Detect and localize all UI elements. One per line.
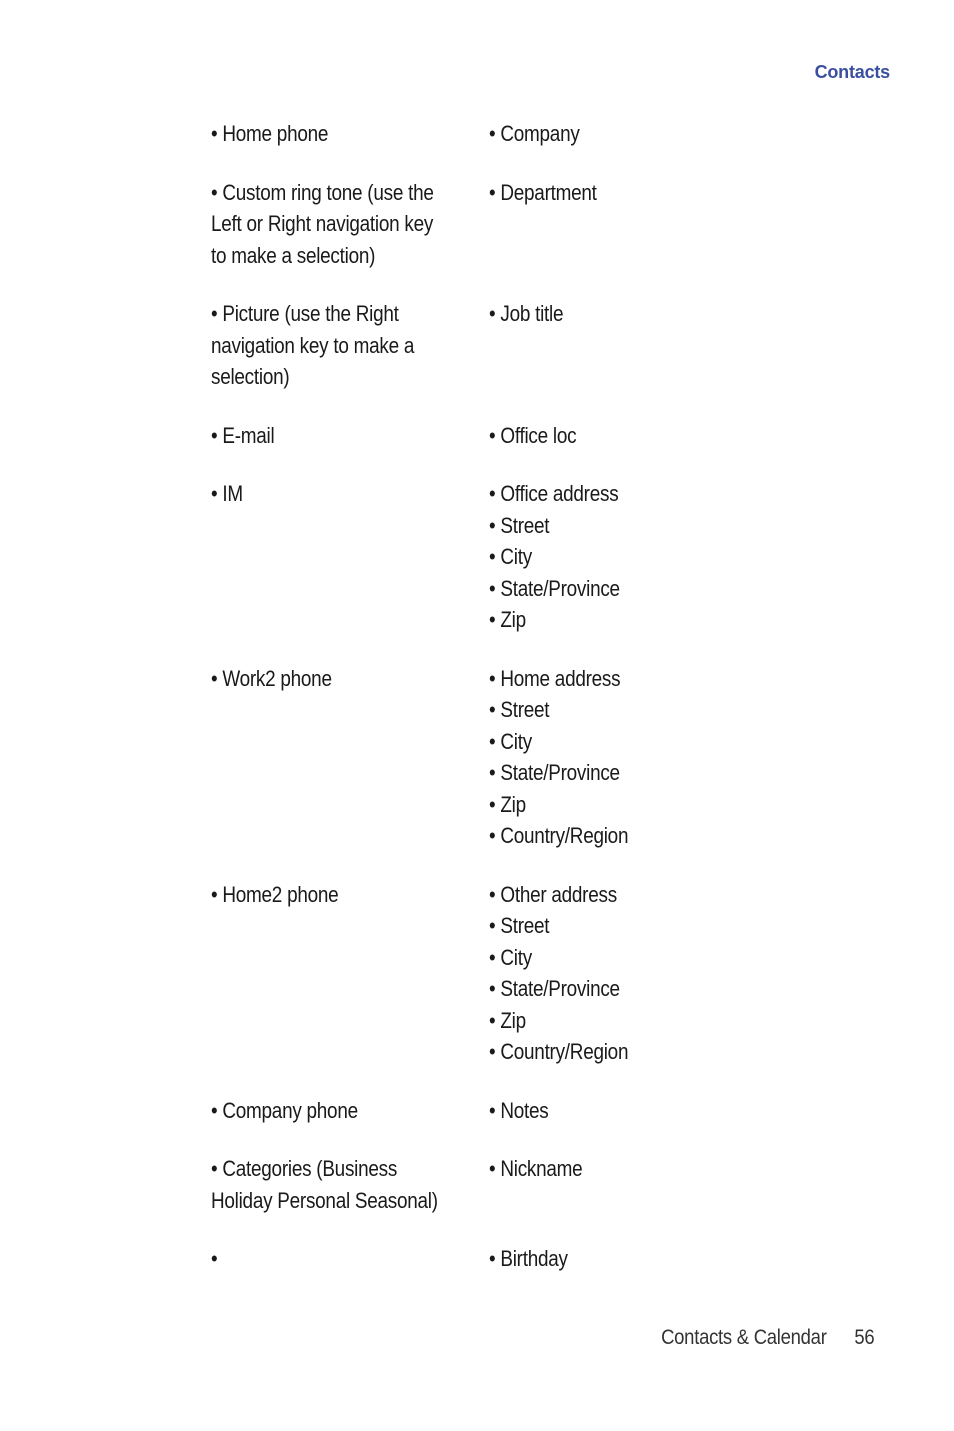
list-item: Holiday Personal Seasonal) [211, 1187, 438, 1213]
list-item: • Birthday [489, 1246, 568, 1271]
section-header: Contacts [814, 62, 890, 82]
list-item: • Notes [489, 1097, 549, 1123]
list-item: • Office loc [489, 422, 577, 448]
table-row [211, 478, 771, 636]
left-column-cell [211, 478, 489, 510]
list-item: • Street [489, 697, 550, 722]
left-column-cell [211, 1243, 489, 1275]
right-column-cell [489, 1243, 771, 1275]
right-column-cell [489, 298, 771, 330]
right-column-cell [489, 663, 771, 852]
table-row [211, 663, 771, 852]
list-item: • Work2 phone [211, 665, 332, 691]
right-column-cell [489, 177, 771, 209]
list-item: • E-mail [211, 422, 275, 448]
list-item: • Street [489, 512, 550, 538]
table-row [211, 298, 771, 393]
list-item: • Nickname [489, 1156, 583, 1181]
page-footer [661, 1326, 874, 1350]
list-item: • Other address [489, 881, 617, 907]
list-item: • IM [211, 481, 243, 506]
left-column-cell [211, 298, 489, 393]
list-item: • Custom ring tone (use the [211, 179, 434, 205]
right-column-cell [489, 478, 771, 636]
list-item: • Zip [489, 607, 526, 632]
left-column-cell [211, 177, 489, 272]
list-item: • [211, 1246, 218, 1271]
list-item: • Company [489, 121, 580, 146]
list-item: • City [489, 944, 532, 970]
list-item: • State/Province [489, 760, 620, 785]
right-column-cell [489, 1095, 771, 1127]
right-column-cell [489, 1153, 771, 1185]
left-column-cell [211, 663, 489, 695]
list-item: • City [489, 728, 532, 754]
table-row [211, 177, 771, 272]
list-item: • Zip [489, 791, 526, 817]
list-item: • Zip [489, 1007, 526, 1033]
list-item: navigation key to make a [211, 332, 415, 358]
left-column-cell [211, 1153, 489, 1216]
table-row [211, 420, 771, 452]
list-item: • Country/Region [489, 823, 629, 848]
table-row [211, 1095, 771, 1127]
list-item: • Street [489, 913, 550, 938]
list-item: • Home2 phone [211, 881, 339, 907]
list-item: • Categories (Business [211, 1156, 398, 1181]
right-column-cell [489, 118, 771, 150]
table-row [211, 1153, 771, 1216]
page-number: 56 [853, 1326, 874, 1349]
list-item: • Home address [489, 665, 621, 691]
list-item: • Country/Region [489, 1039, 629, 1064]
list-item: • Home phone [211, 121, 329, 146]
right-column-cell [489, 420, 771, 452]
list-item: • Department [489, 179, 597, 205]
list-item: • Office address [489, 481, 619, 506]
list-item: selection) [211, 364, 290, 389]
left-column-cell [211, 118, 489, 150]
list-item: • State/Province [489, 976, 620, 1001]
right-column-cell [489, 879, 771, 1068]
table-row [211, 879, 771, 1068]
left-column-cell [211, 1095, 489, 1127]
list-item: • Job title [489, 301, 564, 326]
list-item: Left or Right navigation key [211, 211, 434, 236]
left-column-cell [211, 879, 489, 911]
footer-chapter-title: Contacts & Calendar [660, 1326, 827, 1349]
list-item: to make a selection) [211, 242, 376, 268]
left-column-cell [211, 420, 489, 452]
contact-fields-table [211, 118, 771, 1275]
table-row [211, 118, 771, 150]
list-item: • Company phone [211, 1097, 358, 1123]
table-row [211, 1243, 771, 1275]
list-item: • Picture (use the Right [211, 301, 399, 326]
list-item: • City [489, 544, 532, 569]
list-item: • State/Province [489, 575, 620, 601]
